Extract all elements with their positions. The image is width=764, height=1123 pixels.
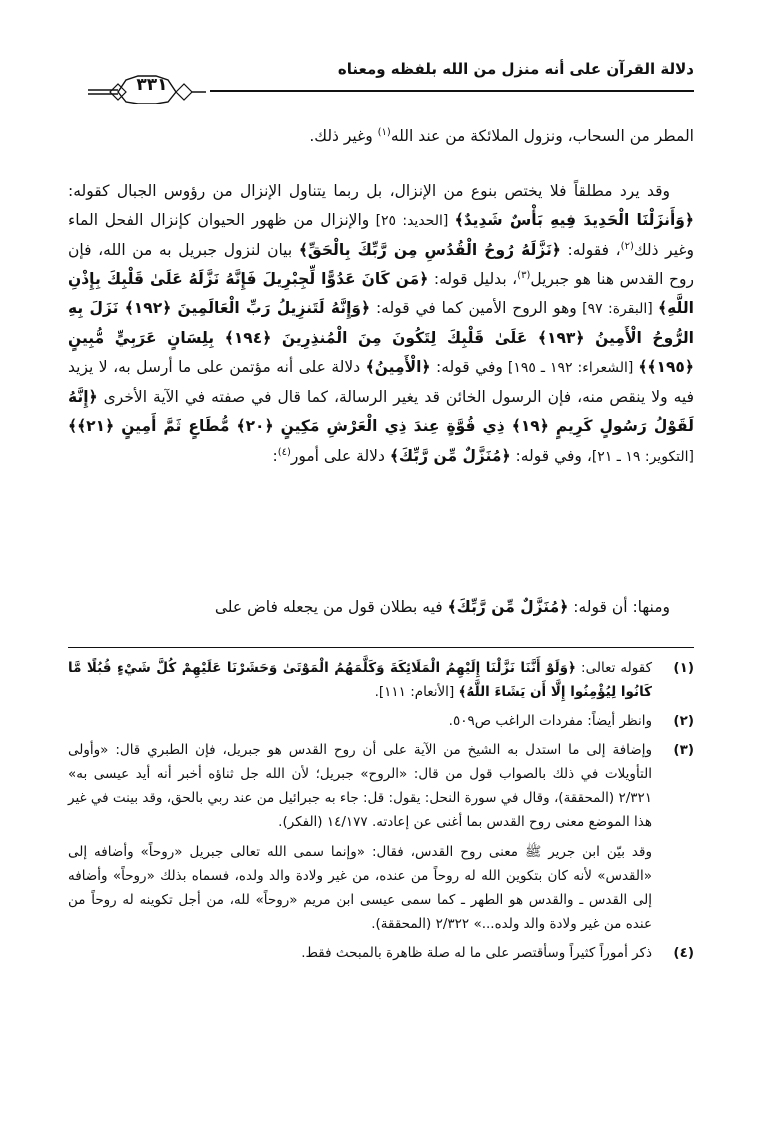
text-run: ومنها: أن قوله: — [568, 598, 670, 616]
footnote-3 — [68, 738, 694, 936]
page-header — [88, 58, 694, 98]
paragraph-1 — [68, 122, 694, 151]
footnote-number: (٤) — [673, 945, 694, 961]
text-run: والإنزال من ظهور الحيوان كإنزال الفحل الماء وغير ذلك — [68, 211, 695, 259]
verse-citation: [الأنعام: ١١١]. — [374, 684, 459, 700]
text-run: وقد يرد مطلقاً فلا يختص بنوع من الإنزال، بل ربما يتناول الإنزال من رؤوس الجبال كقوله: — [68, 182, 670, 200]
page-number-ornament — [88, 70, 206, 104]
text-run: وهو الروح الأمين كما في قوله: — [370, 299, 577, 317]
verse-citation: [الشعراء: ١٩٢ ـ ١٩٥] — [502, 360, 639, 376]
footnote-ref: (١) — [377, 126, 391, 138]
footnote-4 — [68, 941, 694, 965]
text-run: وفي قوله: — [430, 358, 503, 376]
text-run: : — [272, 447, 278, 465]
verse-citation: [الحديد: ٢٥] — [369, 213, 455, 229]
quran-verse: ﴿وَلَوْ أَنَّنَا نَزَّلْنَا إِلَيْهِمُ الْمَلَائِكَةَ وَكَلَّمَهُمُ الْمَوْتَىٰ وَحَشَرْنَا عَلَيْهِمْ كُلَّ شَيْءٍ قُبُلًا مَّا كَانُوا لِيُؤْمِنُوا إِلَّا أَن يَشَاءَ اللَّهُ﴾ — [68, 660, 652, 700]
paragraph-2 — [68, 177, 694, 472]
header-rule — [210, 90, 694, 92]
quran-verse: ﴿مَن كَانَ عَدُوًّا لِّجِبْرِيلَ فَإِنَّهُ نَزَّلَهُ عَلَىٰ قَلْبِكَ بِإِذْنِ اللَّهِ﴾ — [68, 270, 694, 317]
footnote-text: ذكر أموراً كثيراً وسأقتصر على ما له صلة ظاهرة بالمبحث فقط. — [301, 945, 652, 961]
footnote-paragraph: وقد بيّن ابن جرير ﷺ معنى روح القدس، فقال: «وإنما سمى الله تعالى جبريل «روحاً» وأضافه إلى «القدس» لأنه كان بتكوين الله له روحاً من عنده، من غير ولادة والد ولده، فسماه بذلك «روحاً» وأضافه إلى القدس ـ والقدس هو الطهر ـ كما سمى عيسى ابن مريم «روحاً» لله، من أجل تكوينه له روحاً من عنده من غير ولادة والد ولده...» ٢/٣٢٢ (المحققة). — [68, 844, 652, 932]
paragraph-3 — [68, 593, 694, 622]
footnote-1 — [68, 656, 694, 704]
footnote-text — [68, 738, 652, 936]
quran-verse: ﴿إِنَّهُ لَقَوْلُ رَسُولٍ كَرِيمٍ ﴿١٩﴾ ذِي قُوَّةٍ عِندَ ذِي الْعَرْشِ مَكِينٍ ﴿٢٠﴾ مُّطَاعٍ ثَمَّ أَمِينٍ ﴿٢١﴾﴾ — [68, 388, 694, 435]
text-run: المطر من السحاب، ونزول الملائكة من عند الله — [390, 127, 694, 145]
footnote-ref: (٢) — [620, 240, 634, 252]
footnote-ref: (٣) — [517, 269, 531, 281]
text-run: دلالة على أمور — [290, 447, 390, 465]
footnote-number: (٣) — [673, 742, 694, 758]
verse-citation: [التكوير: ١٩ ـ ٢١] — [591, 449, 694, 465]
page-number: ٣٣١ — [136, 75, 168, 95]
footnote-text — [68, 656, 652, 704]
text-run: ، وفي قوله: — [510, 447, 592, 465]
text-run: فيه بطلان قول من يجعله فاض على — [214, 598, 448, 616]
footnote-paragraph: وإضافة إلى ما استدل به الشيخ من الآية على أن روح القدس هو جبريل، فإن الطبري قال: «وأولى التأويلات في ذلك بالصواب قول من قال: «الروح» جبريل؛ لأن الله جل ثناؤه أخبر أنه أيد عيسى به» ٢/٣٢١ (المحققة)، وقال في سورة النحل: يقول: قل: جاء به جبرائيل من عند ربي بالحق، وقد بينت في غير هذا الموضع معنى روح القدس بما أغنى عن إعادته. ١٤/١٧٧ (الفكر). — [68, 742, 652, 830]
quran-verse: ﴿وَإِنَّهُ لَتَنزِيلُ رَبِّ الْعَالَمِينَ ﴿١٩٢﴾ نَزَلَ بِهِ الرُّوحُ الْأَمِينُ ﴿١٩٣﴾ عَلَىٰ قَلْبِكَ لِتَكُونَ مِنَ الْمُنذِرِينَ ﴿١٩٤﴾ بِلِسَانٍ عَرَبِيٍّ مُّبِينٍ ﴿١٩٥﴾﴾ — [68, 299, 694, 376]
text-run: بيان لنزول جبريل به من الله، فإن روح القدس هنا هو جبريل — [68, 241, 694, 288]
text-run: ، فقوله: — [560, 241, 621, 259]
footnotes — [68, 656, 694, 970]
quran-verse: ﴿وَأَنزَلْنَا الْحَدِيدَ فِيهِ بَأْسٌ شَدِيدٌ﴾ — [454, 211, 694, 229]
footnote-ref: (٤) — [277, 446, 291, 458]
quran-verse: ﴿مُنَزَّلٌ مِّن رَّبِّكَ﴾ — [389, 447, 511, 465]
text-run: وغير ذلك. — [309, 127, 378, 145]
footnote-number: (١) — [673, 660, 694, 676]
quran-verse: ﴿نَزَّلَهُ رُوحُ الْقُدُسِ مِن رَّبِّكَ بِالْحَقِّ﴾ — [298, 241, 561, 259]
verse-citation: [البقرة: ٩٧] — [576, 301, 659, 317]
footnote-number: (٢) — [673, 713, 694, 729]
footnote-separator — [68, 647, 694, 648]
footnote-text: وانظر أيضاً: مفردات الراغب ص٥٠٩. — [448, 713, 652, 729]
text-run: دلالة على أنه مؤتمن على ما أرسل به، لا يزيد فيه ولا ينقص منه، فإن الرسول الخائن قد يغير الرسالة، كما قال في صفته في الآية الأخرى — [68, 358, 694, 406]
running-title: دلالة القرآن على أنه منزل من الله بلفظه ومعناه — [337, 60, 694, 78]
text-run: كقوله تعالى: — [575, 660, 652, 676]
quran-verse: ﴿مُنَزَّلٌ مِّن رَّبِّكَ﴾ — [447, 598, 569, 616]
quran-verse: ﴿الْأَمِينُ﴾ — [365, 358, 431, 376]
footnote-2 — [68, 709, 694, 733]
text-run: ، بدليل قوله: — [428, 270, 518, 288]
